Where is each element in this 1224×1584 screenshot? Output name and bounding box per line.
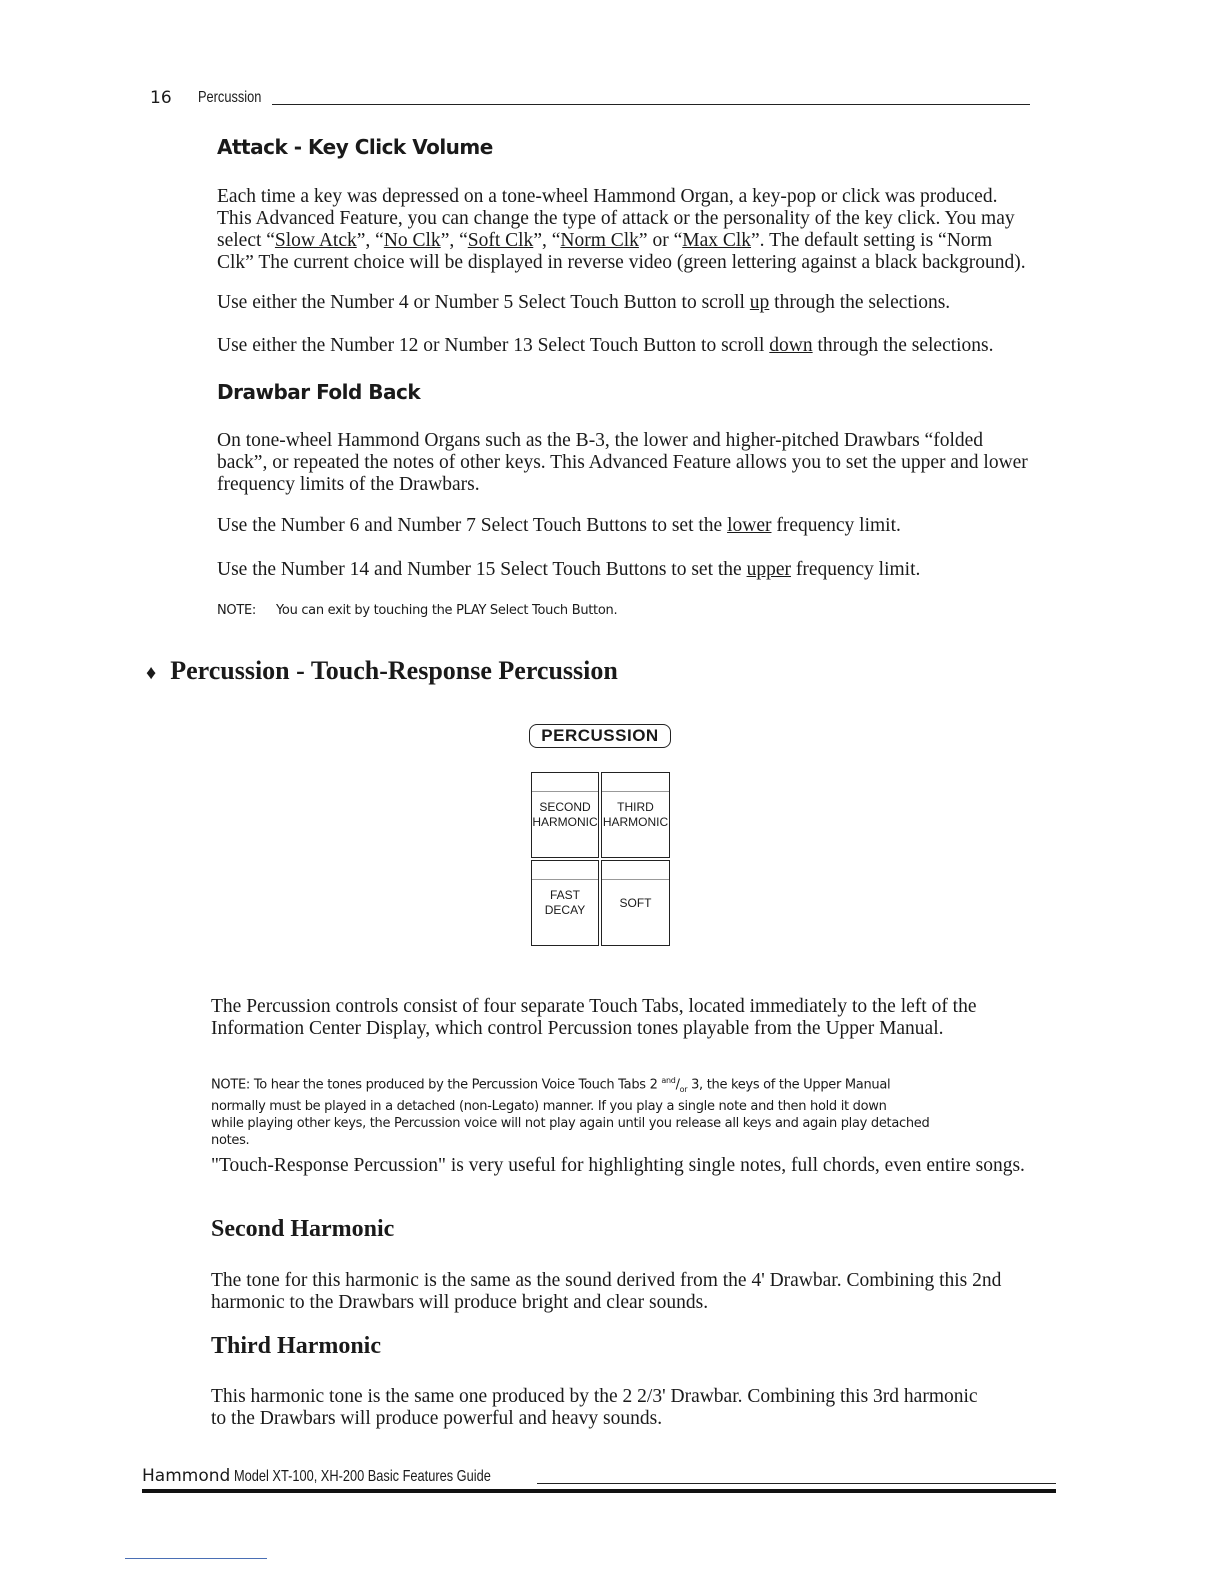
third-harmonic-heading: Third Harmonic [211, 1333, 382, 1359]
fast-decay-tab[interactable]: FAST DECAY [531, 860, 599, 946]
page-number: 16 [150, 88, 172, 108]
bullet-icon: ♦ [146, 662, 157, 684]
third-harmonic-tab[interactable]: THIRD HARMONIC [601, 772, 670, 858]
third-harmonic-paragraph: This harmonic tone is the same one produced by the 2 2/3' Drawbar. Combining this 3rd harmonic to the Drawbars will produce powerful and heavy sounds. [211, 1386, 978, 1429]
percussion-paragraph-1: The Percussion controls consist of four separate Touch Tabs, located immediately to the left of the Information Center Display, which control Percussion tones playable from the Upper Manual. [211, 996, 977, 1039]
percussion-heading: ♦ Percussion - Touch-Response Percussion [146, 656, 618, 685]
foldback-paragraph-1: On tone-wheel Hammond Organs such as the B-3, the lower and higher-pitched Drawbars “folded back”, or repeated the notes of other keys. This Advanced Feature allows you to set the upper and lower frequency limits of the Drawbars. [217, 430, 1028, 495]
foldback-note: NOTE: You can exit by touching the PLAY Select Touch Button. [217, 603, 618, 618]
footer-rule-thin [537, 1483, 1056, 1484]
attack-paragraph-3: Use either the Number 12 or Number 13 Select Touch Button to scroll down through the selections. [217, 335, 994, 356]
percussion-panel-label: PERCUSSION [529, 724, 671, 748]
second-harmonic-tab[interactable]: SECOND HARMONIC [531, 772, 599, 858]
attack-heading: Attack - Key Click Volume [217, 135, 493, 159]
soft-tab[interactable]: SOFT [601, 860, 670, 946]
bottom-margin-rule [125, 1558, 267, 1559]
page-footer [142, 1464, 1056, 1496]
footer-brand: Hammond [142, 1466, 231, 1486]
foldback-paragraph-3: Use the Number 14 and Number 15 Select Touch Buttons to set the upper frequency limit. [217, 559, 921, 580]
percussion-paragraph-2: "Touch-Response Percussion" is very useful for highlighting single notes, full chords, even entire songs. [211, 1155, 1025, 1176]
header-rule [272, 104, 1030, 105]
attack-paragraph-1: Each time a key was depressed on a tone-wheel Hammond Organ, a key-pop or click was produced. This Advanced Feature, you can change the type of attack or the personality of the key click. You may select “Slow Atck”, “No Clk”, “Soft Clk”, “Norm Clk” or “Max Clk”. The default setting is “Norm Clk” The current choice will be displayed in reverse video (green lettering against a black background). [217, 186, 1026, 273]
attack-paragraph-2: Use either the Number 4 or Number 5 Select Touch Button to scroll up through the selections. [217, 292, 951, 313]
foldback-paragraph-2: Use the Number 6 and Number 7 Select Touch Buttons to set the lower frequency limit. [217, 515, 901, 536]
footer-rule-thick [142, 1489, 1056, 1493]
percussion-panel [527, 724, 677, 954]
page-header [150, 88, 1030, 112]
percussion-note: NOTE: To hear the tones produced by the Percussion Voice Touch Tabs 2 $^{and}/_{or}$ 3, the keys of the Upper Manual normally must be played in a detached (non-Legato) manner. If you play a single note and then hold it down while playing other keys, the Percussion voice will not play again until you release all keys and again play detached notes. [211, 1076, 930, 1148]
second-harmonic-heading: Second Harmonic [211, 1216, 395, 1242]
header-section: Percussion [198, 89, 262, 106]
foldback-heading: Drawbar Fold Back [217, 380, 421, 404]
second-harmonic-paragraph: The tone for this harmonic is the same as the sound derived from the 4' Drawbar. Combining this 2nd harmonic to the Drawbars will produce bright and clear sounds. [211, 1270, 1002, 1313]
footer-model: Model XT-100, XH-200 Basic Features Guide [234, 1468, 491, 1485]
